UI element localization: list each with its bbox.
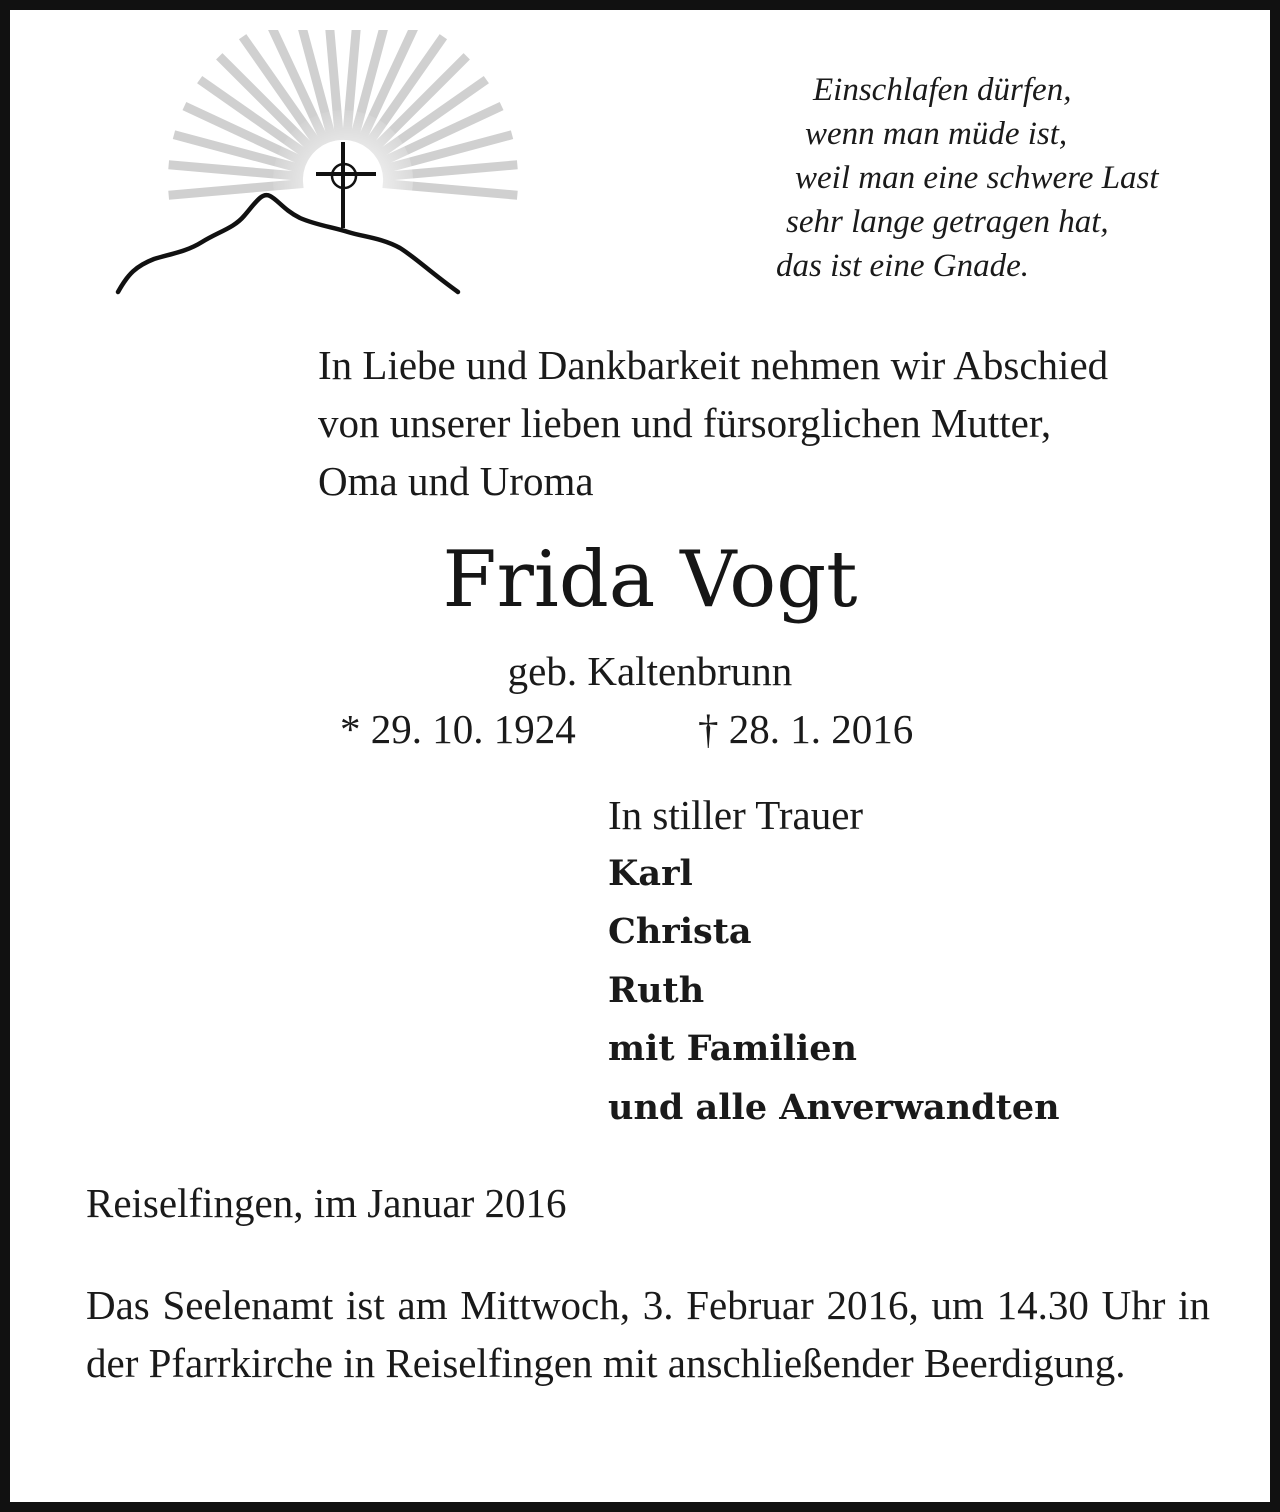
birth-date: * 29. 10. 1924 <box>340 706 576 752</box>
mourner-name: mit Familien <box>608 1028 857 1069</box>
poem-line: Einschlafen dürfen, <box>813 72 1072 108</box>
mourner-name: Karl <box>608 852 693 894</box>
life-dates <box>10 704 1280 754</box>
poem-line: weil man eine schwere Last <box>795 160 1159 196</box>
deceased-name-block <box>10 530 1280 630</box>
mourner-name: Ruth <box>608 969 705 1011</box>
place-and-date: Reiselfingen, im Januar 2016 <box>86 1180 567 1226</box>
poem-line: das ist eine Gnade. <box>776 248 1029 284</box>
poem-line: wenn man müde ist, <box>805 116 1068 152</box>
maiden-name: geb. Kaltenbrunn <box>507 648 793 694</box>
intro-line: von unserer lieben und fürsorglichen Mutter, <box>318 400 1052 446</box>
service-information: Das Seelenamt ist am Mittwoch, 3. Februar 2016, um 14.30 Uhr in der Pfarrkirche in Reiselfingen mit anschließender Beerdigung. <box>86 1282 1210 1386</box>
intro-line: Oma und Uroma <box>318 458 594 504</box>
poem-line: sehr lange getragen hat, <box>786 204 1109 240</box>
deceased-name: Frida Vogt <box>442 535 858 625</box>
intro-line: In Liebe und Dankbarkeit nehmen wir Abschied <box>318 342 1109 388</box>
poem <box>10 72 1280 302</box>
mourner-name: und alle Anverwandten <box>608 1086 1060 1128</box>
farewell-intro <box>318 336 1108 510</box>
death-date: † 28. 1. 2016 <box>698 706 914 752</box>
mourning-lead: In stiller Trauer <box>608 792 864 838</box>
mourner-name: Christa <box>608 911 752 952</box>
mourners-list <box>608 786 1060 1137</box>
